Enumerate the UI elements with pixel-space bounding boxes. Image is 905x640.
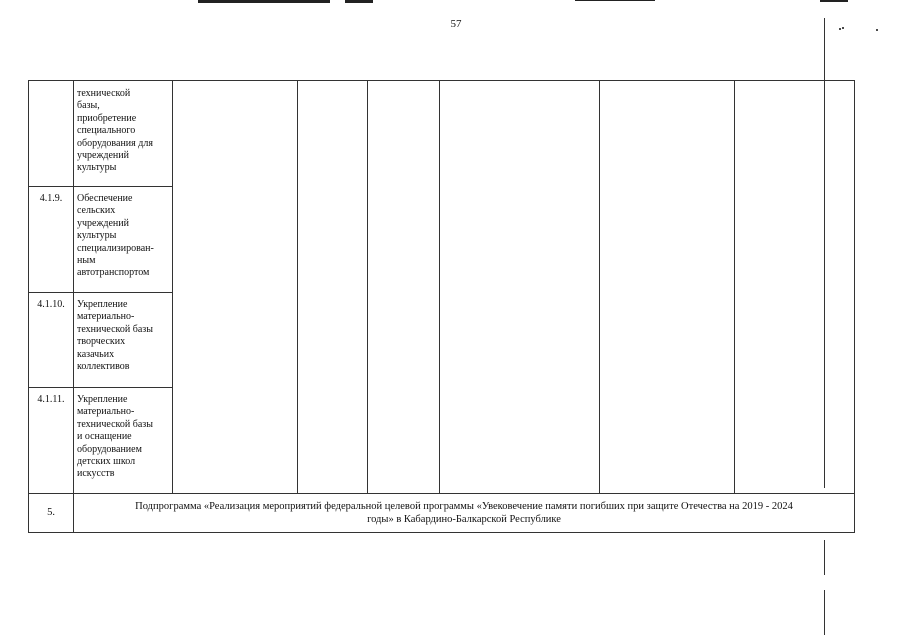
description-line: оборудованием	[77, 443, 142, 455]
page-number: 57	[450, 18, 462, 30]
row-description	[74, 388, 173, 494]
scan-speck-1	[839, 28, 841, 30]
empty-cell	[368, 81, 440, 494]
description-line: культуры	[77, 230, 117, 242]
subprogram-title-line-1: Подпрограмма «Реализация мероприятий федеральной целевой программы «Увековечение памяти погибших при защите Отечества на 2019 - 2024	[135, 501, 793, 512]
description-line: учреждений	[77, 217, 129, 229]
empty-cell	[173, 81, 298, 494]
scan-artifact-bar-1	[198, 0, 330, 3]
description-line: материально-	[77, 311, 135, 323]
description-line: и оснащение	[77, 431, 132, 443]
description-line: приобретение	[77, 112, 137, 124]
description-line: казачьих	[77, 348, 115, 360]
subprogram-title-line-2: годы» в Кабардино-Балкарской Республике	[367, 514, 561, 525]
description-line: технической	[77, 88, 131, 99]
description-line: специального	[77, 125, 136, 137]
empty-cell	[298, 81, 368, 494]
table-row	[29, 81, 855, 187]
empty-cell	[600, 81, 735, 494]
description-line: материально-	[77, 406, 135, 418]
row-description	[74, 293, 173, 388]
description-line: базы,	[77, 100, 100, 112]
scan-artifact-bar-4	[820, 0, 848, 2]
scan-artifact-bar-3	[575, 0, 655, 1]
description-line: творческих	[77, 336, 126, 348]
description-line: культуры	[77, 162, 117, 174]
subprogram-number: 5.	[29, 494, 74, 533]
subprogram-title	[74, 494, 855, 533]
description-line: Обеспечение	[77, 193, 133, 204]
description-line: Укрепление	[77, 299, 128, 310]
program-table	[28, 80, 855, 533]
description-line: сельских	[77, 205, 116, 217]
description-line: Укрепление	[77, 394, 128, 405]
row-number: 4.1.10.	[29, 293, 74, 388]
empty-cell	[735, 81, 855, 494]
row-description	[74, 187, 173, 293]
description-line: ным	[77, 255, 96, 267]
description-line: искусств	[77, 468, 115, 480]
row-description	[74, 81, 173, 187]
description-line: технической базы	[77, 418, 153, 430]
row-number	[29, 81, 74, 187]
scan-edge-line-2	[824, 540, 825, 575]
scan-edge-line-3	[824, 590, 825, 635]
scan-artifact-bar-2	[345, 0, 373, 3]
empty-cell	[440, 81, 600, 494]
description-line: оборудования для	[77, 137, 153, 149]
description-line: технической базы	[77, 323, 153, 335]
scan-speck-2	[842, 27, 844, 29]
description-line: автотранспортом	[77, 267, 150, 279]
row-number: 4.1.9.	[29, 187, 74, 293]
row-number: 4.1.11.	[29, 388, 74, 494]
scan-speck-3	[876, 29, 878, 31]
description-line: учреждений	[77, 150, 129, 162]
subprogram-row	[29, 494, 855, 533]
description-line: коллективов	[77, 361, 130, 373]
description-line: специализирован-	[77, 242, 154, 254]
description-line: детских школ	[77, 456, 136, 468]
